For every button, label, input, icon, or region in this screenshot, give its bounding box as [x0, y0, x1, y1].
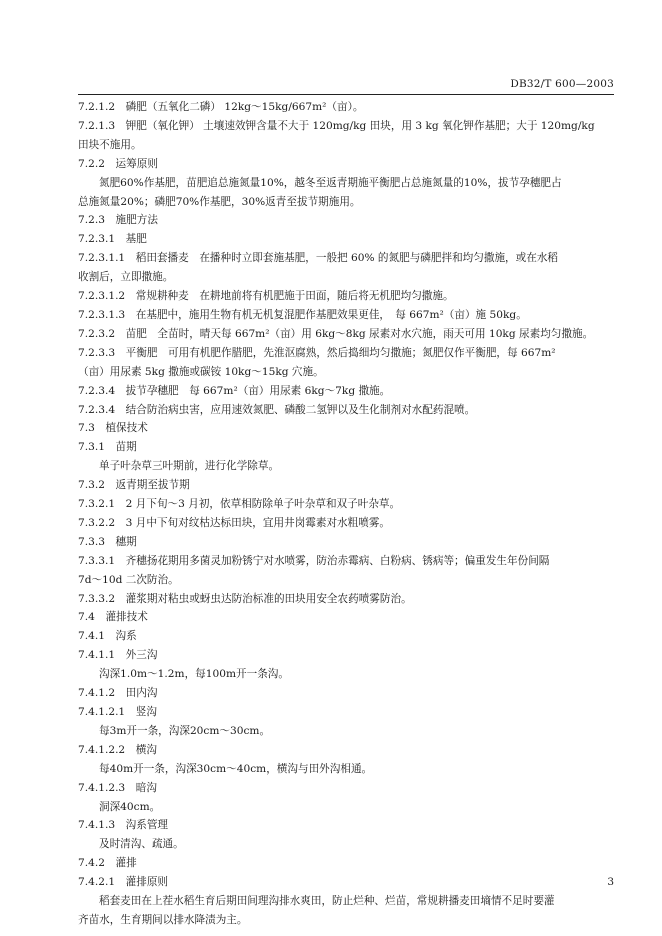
text-line: 氮肥60%作基肥，苗肥追总施氮量10%，越冬至返青期施平衡肥占总施氮量的10%，拔节孕穗肥占 [99, 176, 562, 189]
text-line: 7.4.1.2 田内沟 [78, 687, 158, 700]
text-line: 7.3.2.1 2 月下旬～3 月初，依草相防除单子叶杂草和双子叶杂草。 [78, 498, 401, 511]
standard-code: DB32/T 600—2003 [510, 78, 614, 90]
text-line: 7.4.1.2.2 横沟 [78, 743, 157, 756]
text-line: 7.3 植保技术 [78, 422, 148, 435]
text-line: 7.2.3.1.3 在基肥中，施用生物有机无机复混肥作基肥效果更佳， 每 667m²（亩）施 50kg。 [78, 308, 527, 321]
text-line: 7.4.2 灌排 [78, 857, 137, 870]
text-line: 7.3.1 苗期 [78, 441, 137, 454]
page-number: 3 [607, 876, 614, 888]
text-line: 7.4 灌排技术 [78, 611, 148, 624]
document-body [78, 98, 618, 930]
text-line: 7.3.3.2 灌浆期对粘虫或蚜虫达防治标准的田块用安全农药喷雾防治。 [78, 592, 412, 605]
text-line: 单子叶杂草三叶期前，进行化学除草。 [99, 460, 280, 473]
text-line: 7.4.1 沟系 [78, 630, 137, 643]
text-line: 7.4.1.3 沟系管理 [78, 819, 169, 832]
text-line: 总施氮量20%；磷肥70%作基肥，30%返青至拔节期施用。 [78, 195, 361, 208]
text-line: 7.4.1.1 外三沟 [78, 649, 158, 662]
text-line: 7.2.1.3 钾肥（氧化钾） 土壤速效钾含量不大于 120mg/kg 田块，用 3 kg 氧化钾作基肥；大于 120mg/kg [78, 119, 595, 132]
text-line: 7.2.3.1.2 常规耕种麦 在耕地前将有机肥施于田面，随后将无机肥均匀撒施。 [78, 290, 454, 303]
text-line: 收割后，立即撒施。 [78, 271, 174, 284]
text-line: 7.3.2 返青期至拔节期 [78, 479, 190, 492]
text-line: 7.4.2.1 灌排原则 [78, 876, 169, 889]
text-line: 每3m开一条，沟深20cm～30cm。 [99, 724, 271, 737]
text-line: 7.2.3.4 拔节孕穗肥 每 667m²（亩）用尿素 6kg～7kg 撒施。 [78, 384, 391, 397]
text-line: 7.2.3.1.1 稻田套播麦 在播种时立即套施基肥，一般把 60% 的氮肥与磷肥拌和均匀撒施，或在水稻 [78, 252, 559, 265]
text-line: 沟深1.0m～1.2m，每100m开一条沟。 [99, 668, 289, 681]
text-line: 7.2.3.1 基肥 [78, 233, 147, 246]
text-line: 7.2.3 施肥方法 [78, 214, 158, 227]
header-divider [78, 94, 614, 95]
text-line: 稻套麦田在上茬水稻生育后期田间理沟排水爽田，防止烂种、烂苗，常规耕播麦田墒情不足时要灌 [99, 895, 555, 908]
text-line: 7d～10d 二次防治。 [78, 573, 179, 586]
text-line: 7.4.1.2.3 暗沟 [78, 781, 157, 794]
text-line: 及时清沟、疏通。 [99, 838, 184, 851]
text-line: 每40m开一条，沟深30cm～40cm，横沟与田外沟相通。 [99, 762, 373, 775]
text-line: 7.3.2.2 3 月中下旬对纹枯达标田块，宜用井岗霉素对水粗喷雾。 [78, 516, 391, 529]
text-line: （亩）用尿素 5kg 撒施或碳铵 10kg～15kg 穴施。 [78, 365, 324, 378]
text-line: 7.4.1.2.1 竖沟 [78, 706, 157, 718]
text-line: 7.2.3.4 结合防治病虫害，应用速效氮肥、磷酸二氢钾以及生化制剂对水配药混喷。 [78, 403, 476, 416]
text-line: 7.2.3.2 苗肥 全苗时，晴天每 667m²（亩）用 6kg～8kg 尿素对水穴施，雨天可用 10kg 尿素均匀撒施。 [78, 327, 594, 340]
text-line: 齐苗水，生育期间以排水降渍为主。 [78, 913, 248, 926]
text-line: 洞深40cm。 [99, 800, 161, 813]
text-line: 7.3.3.1 齐穗扬花期用多菌灵加粉锈宁对水喷雾，防治赤霉病、白粉病、锈病等；偏重发生年份间隔 [78, 554, 550, 567]
text-line: 7.3.3 穗期 [78, 535, 137, 548]
text-line: 7.2.3.3 平衡肥 可用有机肥作腊肥，先淮沤腐熟，然后捣细均匀撒施；氮肥仅作平衡肥，每 667m² [78, 346, 556, 359]
text-line: 7.2.2 运筹原则 [78, 157, 158, 170]
text-line: 田块不施用。 [78, 138, 142, 151]
text-line: 7.2.1.2 磷肥（五氧化二磷） 12kg～15kg/667m²（亩）。 [78, 101, 364, 113]
